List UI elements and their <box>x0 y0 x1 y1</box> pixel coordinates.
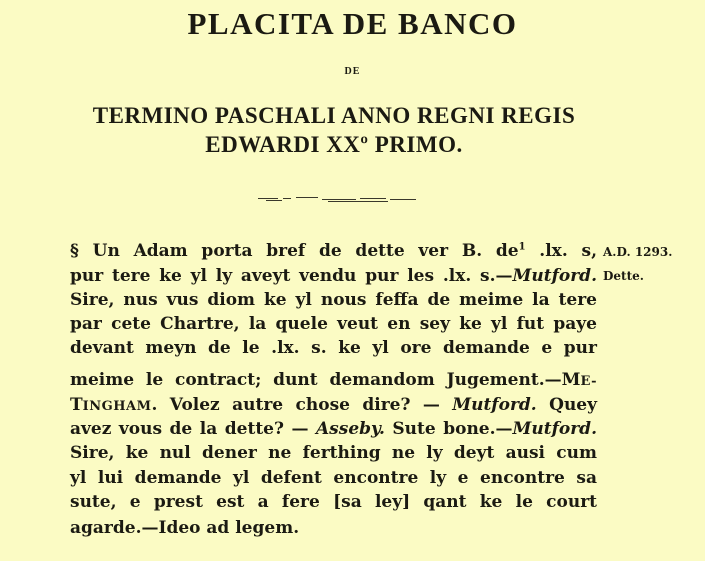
page-title: PLACITA DE BANCO <box>187 6 518 41</box>
speaker-name: Mutford. <box>512 266 597 286</box>
text-line-12: agarde.—Ideo ad legem. <box>70 518 300 538</box>
pilcrow: § <box>70 241 79 261</box>
subtitle-line-2: EDWARDI XXº PRIMO. <box>205 132 463 157</box>
text-line-2: pur tere ke yl ly aveyt vendu pur les .lx. s.—Mutford. <box>70 266 597 286</box>
ornamental-divider <box>258 196 416 202</box>
text-line-4: par cete Chartre, la quele veut en sey ke yl fut paye <box>70 314 597 334</box>
text-line-1: § Un Adam porta bref de dette ver B. $de^1$ .lx. s, <box>70 241 597 261</box>
text-line-8: avez vous de la dette? — Asseby. Sute bone.—Mutford. <box>70 419 597 439</box>
margin-note-year: A.D. 1293. <box>603 245 673 259</box>
speaker-name: Asseby. <box>315 419 385 439</box>
text-line-7: TINGHAM. Volez autre chose dire? — Mutford. Quey <box>70 395 598 415</box>
text-line-10: yl lui demande yl defent encontre ly e encontre sa <box>70 468 597 488</box>
footnote-mark: 1 <box>518 241 526 253</box>
text-line-3: Sire, nus vus diom ke yl nous feffa de meime la tere <box>70 290 597 310</box>
margin-note-subject: Dette. <box>603 269 644 283</box>
title-connector: DE <box>344 66 361 77</box>
speaker-name: Mutford. <box>452 395 537 415</box>
subtitle-line-1: TERMINO PASCHALI ANNO REGNI REGIS <box>92 103 576 128</box>
speaker-name: Mutford. <box>512 419 597 439</box>
speaker-name: M <box>561 370 581 390</box>
text-line-5: devant meyn de le .lx. s. ke yl ore demande e pur <box>70 338 597 358</box>
speaker-name: T <box>70 395 83 415</box>
text-line-11: sute, e prest est a fere [sa ley] qant ke le court <box>70 492 597 512</box>
text-line-9: Sire, ke nul dener ne ferthing ne ly deyt ausi cum <box>70 443 597 463</box>
text-line-6: meime le contract; dunt demandom Jugement.—ME- <box>70 370 597 390</box>
